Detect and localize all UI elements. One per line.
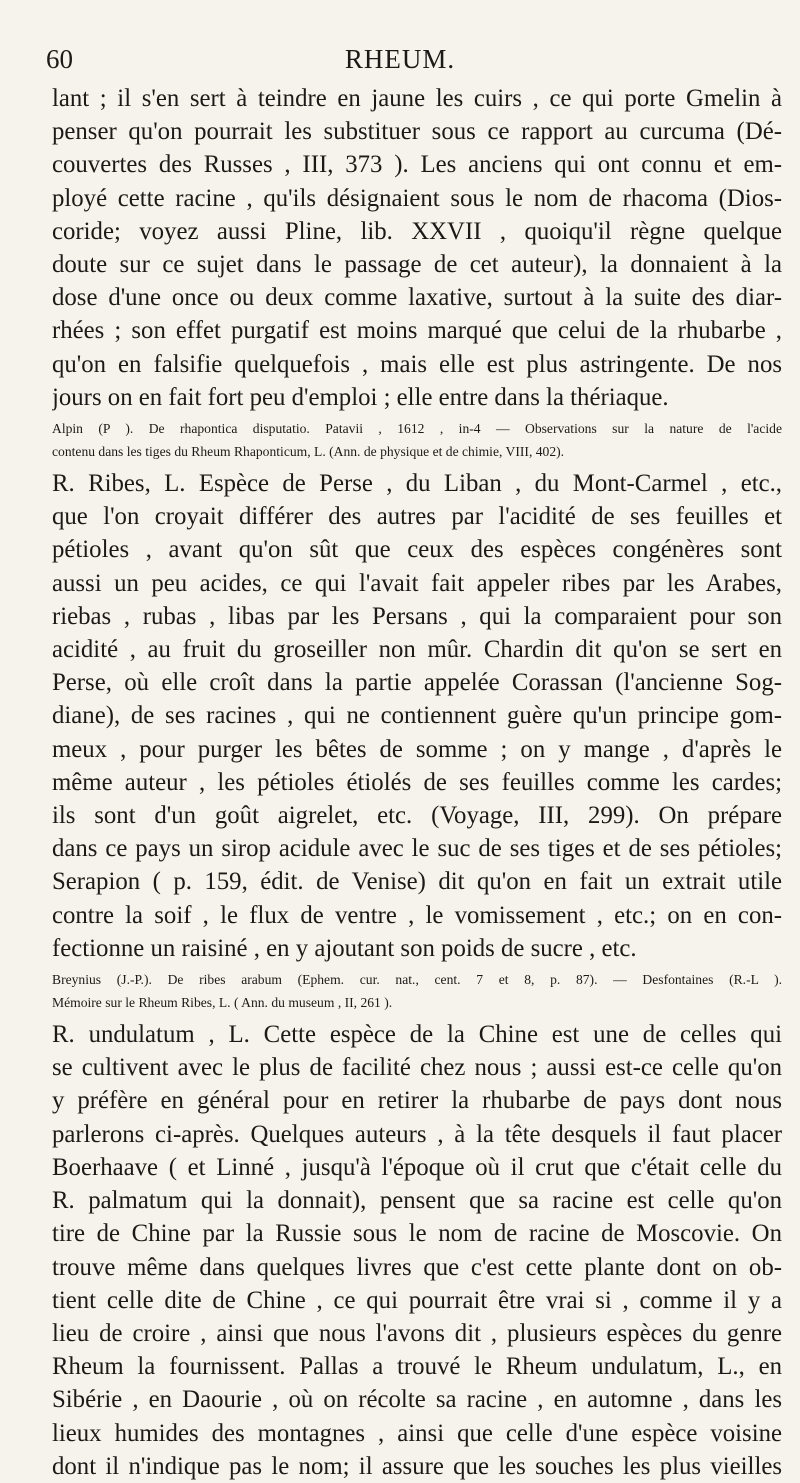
text-line: rhées ; son effet purgatif est moins marqué que celui de la rhubarbe , — [52, 317, 782, 345]
text-line: tient celle dite de Chine , ce qui pourrait être vrai si , comme il y a — [52, 1286, 782, 1314]
text-line: trouve même dans quelques livres que c'est cette plante dont on ob- — [52, 1253, 782, 1281]
text-line: meux , pour purger les bêtes de somme ; on y mange , d'après le — [52, 735, 782, 763]
page-header — [0, 44, 800, 82]
text-line: riebas , rubas , libas par les Persans , qui la comparaient pour son — [52, 602, 782, 630]
text-line: lant ; il s'en sert à teindre en jaune les cuirs , ce qui porte Gmelin à — [52, 85, 782, 112]
text-line: Boerhaave ( et Linné , jusqu'à l'époque où il crut que c'était celle du — [52, 1153, 782, 1181]
text-line: dont il n'indique pas le nom; il assure que les souches les plus vieilles — [52, 1452, 782, 1480]
paragraph-rheum-ribes — [52, 467, 782, 965]
text-line: ployé cette racine , qu'ils désignaient sous le nom de rhacoma (Dios- — [52, 184, 782, 212]
text-line: Sibérie , en Daourie , où on récolte sa racine , en automne , dans les — [52, 1386, 782, 1414]
paragraph-rheum-undulatum — [52, 1018, 782, 1483]
footnote-breynius — [52, 968, 782, 1014]
text-line: tire de Chine par la Russie sous le nom de racine de Moscovie. On — [52, 1220, 782, 1248]
text-line: Perse, où elle croît dans la partie appelée Corassan (l'ancienne Sog- — [52, 669, 782, 697]
footnote-line: Breynius (J.-P.). De ribes arabum (Ephem. cur. nat., cent. 7 et 8, p. 87). — Desfontaines (R.-L ). — [52, 972, 782, 988]
text-line: pétioles , avant qu'on sût que ceux des espèces congénères sont — [52, 536, 782, 564]
page-number: 60 — [46, 44, 73, 74]
text-line: couvertes des Russes , III, 373 ). Les anciens qui ont connu et em- — [52, 151, 782, 179]
text-line: dans ce pays un sirop acidule avec le suc de ses tiges et de ses pétioles; — [52, 835, 782, 863]
text-line: que l'on croyait différer des autres par l'acidité de ses feuilles et — [52, 503, 782, 531]
text-line: lieu de croire , ainsi que nous l'avons dit , plusieurs espèces du genre — [52, 1319, 782, 1347]
text-line: aussi un peu acides, ce qui l'avait fait appeler ribes par les Arabes, — [52, 569, 782, 597]
footnote-alpin — [52, 417, 782, 463]
text-line: Rheum la fournissent. Pallas a trouvé le Rheum undulatum, L., en — [52, 1353, 782, 1381]
paragraph-rhaponticum-end — [52, 82, 782, 414]
text-line: R. undulatum , L. Cette espèce de la Chine est une de celles qui — [52, 1021, 782, 1049]
text-line: jours on en fait fort peu d'emploi ; elle entre dans la thériaque. — [52, 383, 669, 411]
footnote-line: contenu dans les tiges du Rheum Rhaponticum, L. (Ann. de physique et de chimie, VIII, 402). — [52, 444, 565, 460]
text-line: même auteur , les pétioles étiolés de ses feuilles comme les cardes; — [52, 768, 782, 796]
text-line: parlerons ci-après. Quelques auteurs , à la tête desquels il faut placer — [52, 1120, 782, 1148]
footnote-line: Alpin (P ). De rhapontica disputatio. Patavii , 1612 , in-4 — Observations sur la nature de l'acide — [52, 421, 782, 437]
text-line: Serapion ( p. 159, édit. de Venise) dit qu'on en fait un extrait utile — [52, 868, 782, 896]
text-line: coride; voyez aussi Pline, lib. XXVII , quoiqu'il règne quelque — [52, 217, 782, 245]
text-line: doute sur ce sujet dans le passage de cet auteur), la donnaient à la — [52, 251, 782, 279]
text-line: dose d'une once ou deux comme laxative, surtout à la suite des diar- — [52, 284, 782, 312]
text-line: diane), de ses racines , qui ne contiennent guère qu'un principe gom- — [52, 702, 782, 730]
text-line: lieux humides des montagnes , ainsi que celle d'une espèce voisine — [52, 1419, 782, 1447]
text-body — [52, 82, 782, 1483]
footnote-line: Mémoire sur le Rheum Ribes, L. ( Ann. du museum , II, 261 ). — [52, 995, 393, 1011]
text-line: qu'on en falsifie quelquefois , mais elle est plus astringente. De nos — [52, 350, 782, 378]
running-title: RHEUM. — [344, 44, 456, 74]
text-line: y préfère en général pour en retirer la rhubarbe de pays dont nous — [52, 1087, 782, 1115]
text-line: ils sont d'un goût aigrelet, etc. (Voyage, III, 299). On prépare — [52, 802, 782, 830]
text-line: fectionne un raisiné , en y ajoutant son poids de sucre , etc. — [52, 934, 637, 962]
text-line: R. Ribes, L. Espèce de Perse , du Liban , du Mont-Carmel , etc., — [52, 470, 782, 498]
text-line: R. palmatum qui la donnait), pensent que sa racine est celle qu'on — [52, 1187, 782, 1215]
text-line: se cultivent avec le plus de facilité chez nous ; aussi est-ce celle qu'on — [52, 1054, 782, 1082]
text-line: contre la soif , le flux de ventre , le vomissement , etc.; on en con- — [52, 901, 782, 929]
text-line: penser qu'on pourrait les substituer sous ce rapport au curcuma (Dé- — [52, 118, 782, 146]
text-line: acidité , au fruit du groseiller non mûr. Chardin dit qu'on se sert en — [52, 636, 782, 664]
